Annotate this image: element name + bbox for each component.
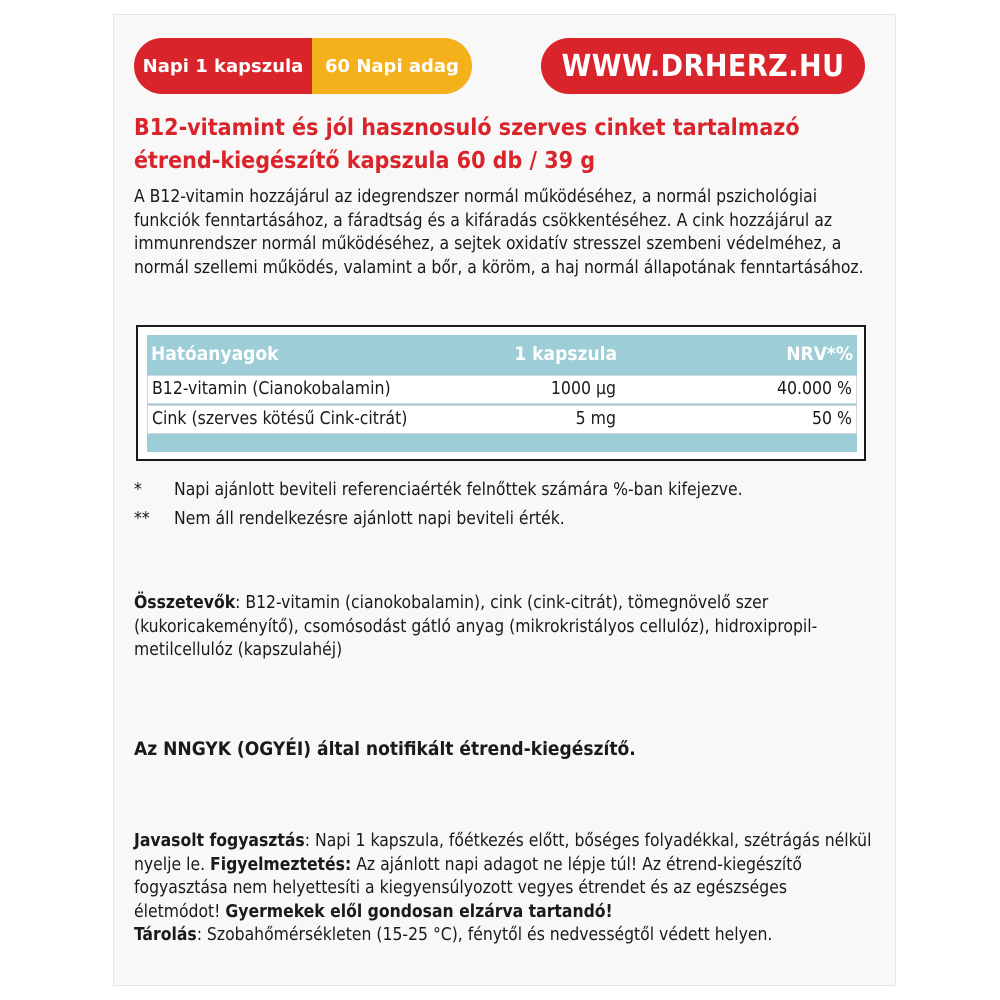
title-line-1: B12-vitamint és jól hasznosuló szerves cinket tartalmazó — [134, 115, 800, 141]
dosage-badges — [134, 38, 472, 94]
row-ingredient: B12-vitamin (Cianokobalamin) — [152, 379, 391, 399]
storage-text: : Szobahőmérsékleten (15-25 °C), fénytől és nedvességtől védett helyen. — [196, 925, 773, 946]
nutrition-table — [136, 325, 866, 461]
notification-notice: Az NNGYK (OGYÉI) által notifikált étrend-kiegészítő. — [134, 738, 636, 760]
table-row — [147, 375, 857, 404]
ingredients-label: Összetevők — [134, 593, 236, 613]
ingredients-paragraph — [134, 592, 874, 663]
row-amount: 5 mg — [575, 409, 616, 429]
row-ingredient: Cink (szerves kötésű Cink-citrát) — [152, 409, 408, 429]
header-ingredients: Hatóanyagok — [151, 343, 279, 365]
footnote-text: Napi ajánlott beviteli referenciaérték felnőttek számára %-ban kifejezve. — [174, 480, 743, 500]
row-amount: 1000 µg — [550, 379, 616, 399]
nutrition-table-body — [147, 335, 857, 452]
storage-label: Tárolás — [134, 925, 197, 946]
usage-label: Javasolt fogyasztás — [134, 831, 305, 851]
warning-text: Az ajánlott napi adagot ne lépje túl! Az étrend-kiegészítő fogyasztása nem helyettesíti a kiegyensúlyozott vegyes étrendet és az egészséges életmódot! — [134, 854, 802, 922]
website-badge[interactable]: WWW.DRHERZ.HU — [541, 38, 865, 94]
nutrition-table-header — [147, 335, 857, 373]
footnote-mark: * — [134, 480, 142, 500]
header-per-capsule: 1 kapszula — [514, 343, 617, 365]
ingredients-text: : B12-vitamin (cianokobalamin), cink (cink-citrát), tömegnövelő szer (kukoricakeményítő), csomósodást gátló anyag (mikrokristályos cellulóz), hidroxipropil-metilcellulóz (kapszulahéj) — [134, 593, 818, 661]
usage-paragraph — [134, 830, 874, 948]
children-warning: Gyermekek elől gondosan elzárva tartandó! — [225, 901, 613, 922]
footnote-text: Nem áll rendelkezésre ajánlott napi beviteli érték. — [174, 509, 565, 529]
product-title — [134, 112, 874, 178]
table-row — [147, 405, 857, 434]
row-nrv: 40.000 % — [776, 379, 852, 399]
warning-label: Figyelmeztetés: — [210, 854, 352, 875]
intro-text: A B12-vitamin hozzájárul az idegrendszer normál működéséhez, a normál pszichológiai funkciók fenntartásához, a fáradtság és a kifáradás csökkentéséhez. A cink hozzájárul az immunrendszer normál működéséhez, a sejtek oxidatív stresszel szembeni védelméhez, a normál szellemi működés, valamint a bőr, a köröm, a haj normál állapotának fenntartásához. — [134, 187, 864, 278]
row-nrv: 50 % — [812, 409, 852, 429]
usage-text: : Napi 1 kapszula, főétkezés előtt, bőséges folyadékkal, szétrágás nélkül nyelje le. — [134, 831, 872, 875]
daily-dose-badge: 60 Napi adag — [312, 38, 472, 94]
daily-capsule-badge: Napi 1 kapszula — [134, 38, 312, 94]
title-line-2: étrend-kiegészítő kapszula 60 db / 39 g — [134, 148, 596, 174]
header-nrv: NRV*% — [786, 343, 853, 365]
footnote-mark: ** — [134, 509, 150, 529]
